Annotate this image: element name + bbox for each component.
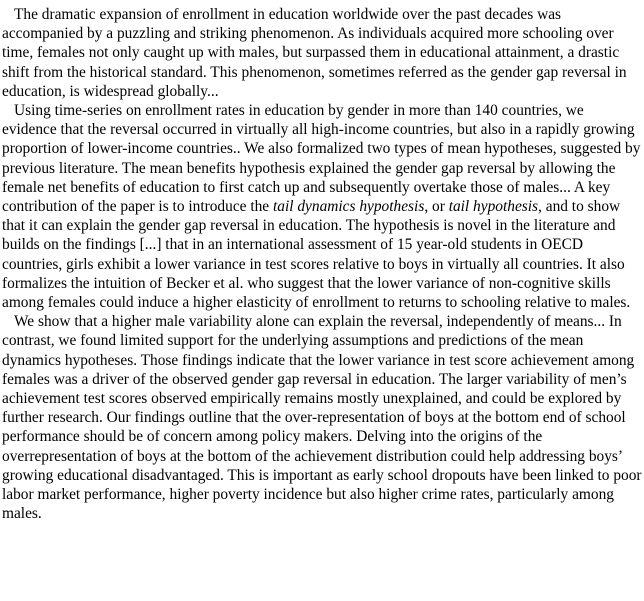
paragraph-findings xyxy=(2,312,642,523)
paragraph-methods-text-3: , and to show that it can explain the gender gap reversal in education. The hypothesis is novel in the literature and builds on the findings [...] that in an international assessment of 15 year-old students in OECD countries, girls exhibit a lower variance in test scores relative to boys in virtually all countries. It also formalizes the intuition of Becker et al. who suggest that the lower variance of non-cognitive skills among females could induce a higher elasticity of enrollment to returns to schooling relative to males. xyxy=(2,198,631,312)
paragraph-methods-text-1: Using time-series on enrollment rates in education by gender in more than 140 countries, we evidence that the reversal occurred in virtually all high-income countries, but also in a rapidly growing proportion of lower-income countries.. We also formalized two types of mean hypotheses, suggested by previous literature. The mean benefits hypothesis explained the gender gap reversal by allowing the female net benefits of education to first catch up and subsequently overtake those of males... A key contribution of the paper is to introduce the xyxy=(2,102,641,216)
paragraph-methods xyxy=(2,101,642,312)
paragraph-methods-text-2: , or xyxy=(424,198,449,216)
paragraph-intro-text: The dramatic expansion of enrollment in education worldwide over the past decades was accompanied by a puzzling and striking phenomenon. As individuals acquired more schooling over time, females not only caught up with males, but surpassed them in educational attainment, a drastic shift from the historical standard. This phenomenon, sometimes referred as the gender gap reversal in education, is widespread globally... xyxy=(2,6,627,100)
term-tail-dynamics-hypothesis: tail dynamics hypothesis xyxy=(272,198,425,216)
paragraph-findings-text: We show that a higher male variability alone can explain the reversal, independently of means... In contrast, we found limited support for the underlying assumptions and predictions of the mean dynamics hypotheses. Those findings indicate that the lower variance in test score achievement among females was a driver of the observed gender gap reversal in education. The larger variability of men’s achievement test scores observed empirically remains mostly unexplained, and could be explored by further research. Our findings outline that the over-representation of boys at the bottom end of school performance should be of concern among policy makers. Delving into the origins of the overrepresentation of boys at the bottom of the achievement distribution could help addressing boys’ growing educational disadvantaged. This is important as early school dropouts have been linked to poor labor market performance, higher poverty incidence but also higher crime rates, particularly among males. xyxy=(2,313,642,523)
term-tail-hypothesis: tail hypothesis xyxy=(448,198,539,216)
paragraph-intro xyxy=(2,5,642,101)
